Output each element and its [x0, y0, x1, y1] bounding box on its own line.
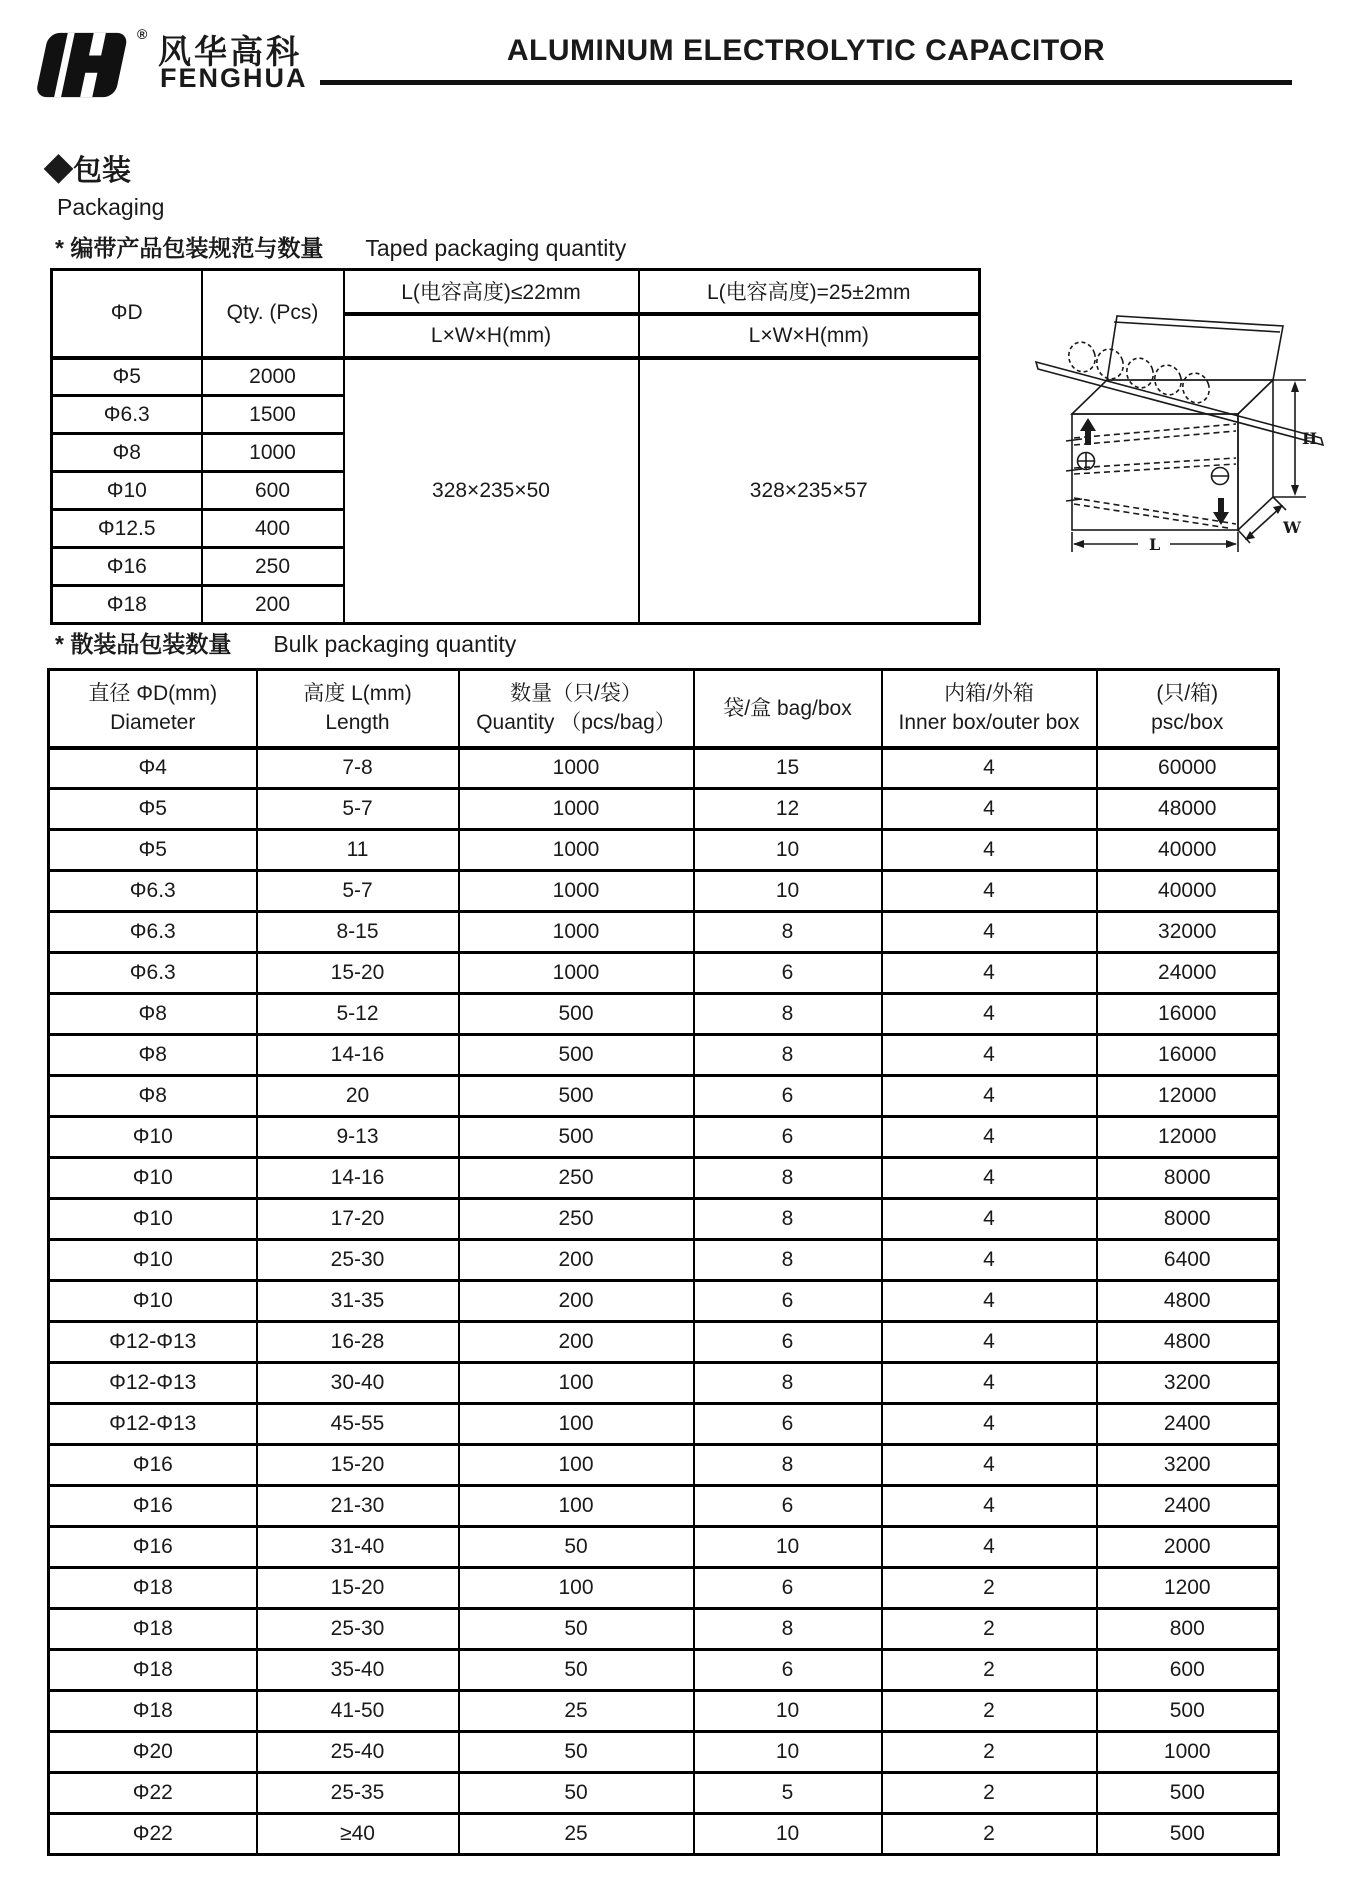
bulk-table-row: [49, 1281, 1279, 1322]
qty-per-bag-cell: 1000: [459, 830, 694, 871]
bag-per-box-cell: 10: [694, 1814, 882, 1855]
diameter-cell: Φ5: [52, 358, 202, 396]
inner-outer-box-cell: 4: [882, 1117, 1097, 1158]
taped-header-le22: L(电容高度)≤22mm: [344, 270, 639, 314]
inner-outer-box-cell: 4: [882, 1527, 1097, 1568]
length-cell: 17-20: [257, 1199, 459, 1240]
bag-per-box-cell: 6: [694, 1404, 882, 1445]
qty-cell: 2000: [202, 358, 344, 396]
bag-per-box-cell: 10: [694, 1527, 882, 1568]
bulk-table-row: [49, 1650, 1279, 1691]
diameter-cell: Φ10: [49, 1281, 257, 1322]
qty-cell: 1500: [202, 396, 344, 434]
bag-per-box-cell: 15: [694, 748, 882, 789]
inner-outer-box-cell: 4: [882, 1445, 1097, 1486]
length-cell: 5-12: [257, 994, 459, 1035]
qty-per-bag-cell: 250: [459, 1199, 694, 1240]
diameter-cell: Φ16: [49, 1527, 257, 1568]
pcs-per-box-cell: 2400: [1097, 1486, 1279, 1527]
taped-header-qty: Qty. (Pcs): [202, 270, 344, 358]
length-cell: 25-35: [257, 1773, 459, 1814]
qty-per-bag-cell: 50: [459, 1650, 694, 1691]
pcs-per-box-cell: 500: [1097, 1814, 1279, 1855]
inner-outer-box-cell: 4: [882, 789, 1097, 830]
pcs-per-box-cell: 48000: [1097, 789, 1279, 830]
diameter-cell: Φ20: [49, 1732, 257, 1773]
bag-per-box-cell: 6: [694, 1076, 882, 1117]
pcs-per-box-cell: 24000: [1097, 953, 1279, 994]
pcs-per-box-cell: 2400: [1097, 1404, 1279, 1445]
bulk-header-cell: 内箱/外箱 Inner box/outer box: [882, 670, 1097, 748]
diameter-cell: Φ10: [49, 1199, 257, 1240]
qty-per-bag-cell: 1000: [459, 871, 694, 912]
diameter-cell: Φ8: [49, 1035, 257, 1076]
qty-per-bag-cell: 50: [459, 1527, 694, 1568]
qty-cell: 600: [202, 472, 344, 510]
diameter-cell: Φ22: [49, 1773, 257, 1814]
bag-per-box-cell: 10: [694, 830, 882, 871]
bulk-subtitle-en: Bulk packaging quantity: [273, 631, 517, 657]
bulk-table-row: [49, 1117, 1279, 1158]
qty-cell: 200: [202, 586, 344, 624]
bulk-header-row: [49, 670, 1279, 748]
up-arrow-icon: [1080, 418, 1096, 445]
pcs-per-box-cell: 3200: [1097, 1363, 1279, 1404]
bulk-table-row: [49, 1609, 1279, 1650]
pcs-per-box-cell: 6400: [1097, 1240, 1279, 1281]
box-size-eq25-cell: 328×235×57: [639, 358, 980, 624]
diameter-cell: Φ22: [49, 1814, 257, 1855]
diameter-cell: Φ10: [49, 1240, 257, 1281]
bag-per-box-cell: 10: [694, 1732, 882, 1773]
taped-header-eq25: L(电容高度)=25±2mm: [639, 270, 980, 314]
qty-cell: 250: [202, 548, 344, 586]
bag-per-box-cell: 8: [694, 1240, 882, 1281]
length-cell: 25-40: [257, 1732, 459, 1773]
bulk-table-row: [49, 1240, 1279, 1281]
bulk-table-row: [49, 1732, 1279, 1773]
bulk-table-row: [49, 1445, 1279, 1486]
bulk-table-row: [49, 871, 1279, 912]
bag-per-box-cell: 8: [694, 1363, 882, 1404]
taped-subtitle-en: Taped packaging quantity: [365, 235, 627, 261]
diameter-cell: Φ18: [49, 1691, 257, 1732]
bulk-header-cell: 直径 ΦD(mm) Diameter: [49, 670, 257, 748]
qty-per-bag-cell: 100: [459, 1363, 694, 1404]
length-cell: 5-7: [257, 871, 459, 912]
inner-outer-box-cell: 4: [882, 1199, 1097, 1240]
bulk-table-row: [49, 994, 1279, 1035]
bulk-table-row: [49, 1076, 1279, 1117]
diameter-cell: Φ12-Φ13: [49, 1363, 257, 1404]
bulk-subtitle: [55, 626, 516, 659]
bulk-table-row: [49, 1035, 1279, 1076]
inner-outer-box-cell: 4: [882, 1281, 1097, 1322]
bag-per-box-cell: 6: [694, 1650, 882, 1691]
pcs-per-box-cell: 500: [1097, 1691, 1279, 1732]
pcs-per-box-cell: 4800: [1097, 1322, 1279, 1363]
qty-per-bag-cell: 200: [459, 1322, 694, 1363]
registered-trademark-icon: ®: [137, 26, 148, 42]
qty-per-bag-cell: 200: [459, 1281, 694, 1322]
bulk-header-cell: 数量（只/袋） Quantity （pcs/bag）: [459, 670, 694, 748]
qty-per-bag-cell: 100: [459, 1404, 694, 1445]
pcs-per-box-cell: 3200: [1097, 1445, 1279, 1486]
inner-outer-box-cell: 2: [882, 1691, 1097, 1732]
bulk-subtitle-cn: * 散装品包装数量: [55, 631, 232, 657]
taped-header-diameter: ΦD: [52, 270, 202, 358]
qty-per-bag-cell: 100: [459, 1486, 694, 1527]
diameter-cell: Φ6.3: [49, 912, 257, 953]
polarity-plus-icon: [1078, 453, 1095, 470]
length-cell: 5-7: [257, 789, 459, 830]
pcs-per-box-cell: 16000: [1097, 994, 1279, 1035]
qty-per-bag-cell: 250: [459, 1158, 694, 1199]
diameter-cell: Φ18: [49, 1650, 257, 1691]
pcs-per-box-cell: 1200: [1097, 1568, 1279, 1609]
length-cell: 15-20: [257, 953, 459, 994]
length-cell: ≥40: [257, 1814, 459, 1855]
inner-outer-box-cell: 4: [882, 1404, 1097, 1445]
bag-per-box-cell: 5: [694, 1773, 882, 1814]
bag-per-box-cell: 6: [694, 1281, 882, 1322]
box-size-le22-cell: 328×235×50: [344, 358, 639, 624]
inner-outer-box-cell: 4: [882, 830, 1097, 871]
bulk-packaging-table: [47, 668, 1280, 1856]
inner-outer-box-cell: 4: [882, 912, 1097, 953]
length-cell: 14-16: [257, 1035, 459, 1076]
bag-per-box-cell: 10: [694, 1691, 882, 1732]
diameter-cell: Φ6.3: [49, 871, 257, 912]
qty-per-bag-cell: 50: [459, 1773, 694, 1814]
logo-chinese-name: 风华高科: [158, 33, 302, 70]
taped-subtitle-cn: * 编带产品包装规范与数量: [55, 235, 324, 261]
diameter-cell: Φ16: [52, 548, 202, 586]
length-cell: 9-13: [257, 1117, 459, 1158]
length-cell: 25-30: [257, 1240, 459, 1281]
diameter-cell: Φ18: [52, 586, 202, 624]
qty-per-bag-cell: 500: [459, 1035, 694, 1076]
bulk-table-row: [49, 1527, 1279, 1568]
height-label: H: [1302, 429, 1318, 448]
qty-per-bag-cell: 1000: [459, 953, 694, 994]
diameter-cell: Φ12.5: [52, 510, 202, 548]
inner-outer-box-cell: 4: [882, 994, 1097, 1035]
length-cell: 15-20: [257, 1568, 459, 1609]
bag-per-box-cell: 12: [694, 789, 882, 830]
pcs-per-box-cell: 2000: [1097, 1527, 1279, 1568]
length-cell: 25-30: [257, 1609, 459, 1650]
diameter-cell: Φ8: [49, 1076, 257, 1117]
bag-per-box-cell: 6: [694, 1486, 882, 1527]
diameter-cell: Φ18: [49, 1568, 257, 1609]
bulk-table-row: [49, 912, 1279, 953]
inner-outer-box-cell: 4: [882, 1322, 1097, 1363]
diameter-cell: Φ5: [49, 789, 257, 830]
inner-outer-box-cell: 2: [882, 1732, 1097, 1773]
bulk-table-row: [49, 1322, 1279, 1363]
height-dimension: [1273, 380, 1317, 497]
length-cell: 8-15: [257, 912, 459, 953]
pcs-per-box-cell: 60000: [1097, 748, 1279, 789]
bag-per-box-cell: 8: [694, 1035, 882, 1076]
bulk-table-row: [49, 748, 1279, 789]
inner-outer-box-cell: 4: [882, 1486, 1097, 1527]
inner-outer-box-cell: 2: [882, 1609, 1097, 1650]
length-cell: 31-35: [257, 1281, 459, 1322]
length-cell: 31-40: [257, 1527, 459, 1568]
pcs-per-box-cell: 40000: [1097, 830, 1279, 871]
taped-header-lwh-1: L×W×H(mm): [344, 314, 639, 358]
fenghua-logo-icon: [30, 26, 134, 104]
bag-per-box-cell: 8: [694, 1609, 882, 1650]
bulk-header-cell: (只/箱) psc/box: [1097, 670, 1279, 748]
bulk-table-row: [49, 830, 1279, 871]
pcs-per-box-cell: 8000: [1097, 1158, 1279, 1199]
pcs-per-box-cell: 16000: [1097, 1035, 1279, 1076]
inner-outer-box-cell: 4: [882, 871, 1097, 912]
qty-per-bag-cell: 1000: [459, 748, 694, 789]
bulk-header-cell: 高度 L(mm) Length: [257, 670, 459, 748]
bag-per-box-cell: 6: [694, 1568, 882, 1609]
qty-per-bag-cell: 200: [459, 1240, 694, 1281]
inner-outer-box-cell: 2: [882, 1650, 1097, 1691]
bag-per-box-cell: 10: [694, 871, 882, 912]
bulk-table-row: [49, 1691, 1279, 1732]
diameter-cell: Φ8: [49, 994, 257, 1035]
pcs-per-box-cell: 32000: [1097, 912, 1279, 953]
logo-english-name: FENGHUA: [160, 63, 308, 93]
diameter-cell: Φ5: [49, 830, 257, 871]
diameter-cell: Φ4: [49, 748, 257, 789]
inner-outer-box-cell: 4: [882, 953, 1097, 994]
length-cell: 7-8: [257, 748, 459, 789]
pcs-per-box-cell: 800: [1097, 1609, 1279, 1650]
length-cell: 30-40: [257, 1363, 459, 1404]
inner-outer-box-cell: 2: [882, 1814, 1097, 1855]
qty-per-bag-cell: 500: [459, 994, 694, 1035]
inner-outer-box-cell: 4: [882, 1076, 1097, 1117]
length-cell: 45-55: [257, 1404, 459, 1445]
bag-per-box-cell: 6: [694, 1322, 882, 1363]
bulk-table-row: [49, 1363, 1279, 1404]
diameter-cell: Φ16: [49, 1486, 257, 1527]
section-heading-cn: ◆包装: [44, 155, 132, 187]
box-lid: [1107, 316, 1283, 380]
length-label: L: [1149, 535, 1161, 554]
inner-outer-box-cell: 4: [882, 1363, 1097, 1404]
qty-per-bag-cell: 25: [459, 1691, 694, 1732]
taped-packaging-table: [50, 268, 981, 625]
packing-box-diagram: [1000, 292, 1330, 572]
diameter-cell: Φ10: [49, 1158, 257, 1199]
diameter-cell: Φ6.3: [49, 953, 257, 994]
inner-outer-box-cell: 4: [882, 1240, 1097, 1281]
taped-header-row-1: [52, 270, 980, 314]
qty-per-bag-cell: 100: [459, 1445, 694, 1486]
bag-per-box-cell: 8: [694, 1445, 882, 1486]
taped-subtitle: [55, 230, 626, 263]
length-cell: 16-28: [257, 1322, 459, 1363]
page-title: ALUMINUM ELECTROLYTIC CAPACITOR: [506, 34, 1106, 67]
qty-cell: 400: [202, 510, 344, 548]
inner-outer-box-cell: 4: [882, 748, 1097, 789]
pcs-per-box-cell: 12000: [1097, 1076, 1279, 1117]
header-divider: [320, 80, 1292, 85]
length-cell: 35-40: [257, 1650, 459, 1691]
taped-table-row: [52, 358, 980, 396]
qty-per-bag-cell: 100: [459, 1568, 694, 1609]
length-cell: 15-20: [257, 1445, 459, 1486]
bag-per-box-cell: 6: [694, 1117, 882, 1158]
diameter-cell: Φ12-Φ13: [49, 1322, 257, 1363]
qty-per-bag-cell: 1000: [459, 789, 694, 830]
pcs-per-box-cell: 600: [1097, 1650, 1279, 1691]
length-dimension: [1072, 532, 1238, 554]
inner-outer-box-cell: 4: [882, 1158, 1097, 1199]
bulk-table-row: [49, 789, 1279, 830]
bag-per-box-cell: 8: [694, 994, 882, 1035]
length-cell: 21-30: [257, 1486, 459, 1527]
diameter-cell: Φ12-Φ13: [49, 1404, 257, 1445]
bag-per-box-cell: 8: [694, 1158, 882, 1199]
inner-outer-box-cell: 2: [882, 1568, 1097, 1609]
bulk-table-row: [49, 953, 1279, 994]
inner-outer-box-cell: 4: [882, 1035, 1097, 1076]
diameter-cell: Φ6.3: [52, 396, 202, 434]
pcs-per-box-cell: 40000: [1097, 871, 1279, 912]
bag-per-box-cell: 8: [694, 1199, 882, 1240]
qty-per-bag-cell: 500: [459, 1117, 694, 1158]
pcs-per-box-cell: 4800: [1097, 1281, 1279, 1322]
length-cell: 11: [257, 830, 459, 871]
bulk-table-row: [49, 1404, 1279, 1445]
bulk-table-row: [49, 1158, 1279, 1199]
bulk-table-row: [49, 1568, 1279, 1609]
taped-header-lwh-2: L×W×H(mm): [639, 314, 980, 358]
qty-per-bag-cell: 50: [459, 1609, 694, 1650]
qty-per-bag-cell: 50: [459, 1732, 694, 1773]
bulk-table-row: [49, 1199, 1279, 1240]
bulk-table-row: [49, 1486, 1279, 1527]
pcs-per-box-cell: 1000: [1097, 1732, 1279, 1773]
box-side-face: [1238, 380, 1273, 530]
pcs-per-box-cell: 12000: [1097, 1117, 1279, 1158]
length-cell: 14-16: [257, 1158, 459, 1199]
bag-per-box-cell: 8: [694, 912, 882, 953]
diameter-cell: Φ10: [52, 472, 202, 510]
diameter-cell: Φ8: [52, 434, 202, 472]
length-cell: 41-50: [257, 1691, 459, 1732]
length-cell: 20: [257, 1076, 459, 1117]
bulk-table-row: [49, 1773, 1279, 1814]
inner-outer-box-cell: 2: [882, 1773, 1097, 1814]
qty-per-bag-cell: 1000: [459, 912, 694, 953]
bulk-header-cell: 袋/盒 bag/box: [694, 670, 882, 748]
polarity-minus-icon: [1212, 468, 1229, 485]
pcs-per-box-cell: 8000: [1097, 1199, 1279, 1240]
diameter-cell: Φ18: [49, 1609, 257, 1650]
pcs-per-box-cell: 500: [1097, 1773, 1279, 1814]
qty-per-bag-cell: 500: [459, 1076, 694, 1117]
qty-per-bag-cell: 25: [459, 1814, 694, 1855]
bag-per-box-cell: 6: [694, 953, 882, 994]
diameter-cell: Φ16: [49, 1445, 257, 1486]
width-label: W: [1283, 518, 1301, 537]
section-heading-en: Packaging: [57, 194, 165, 220]
bulk-table-row: [49, 1814, 1279, 1855]
diameter-cell: Φ10: [49, 1117, 257, 1158]
qty-cell: 1000: [202, 434, 344, 472]
